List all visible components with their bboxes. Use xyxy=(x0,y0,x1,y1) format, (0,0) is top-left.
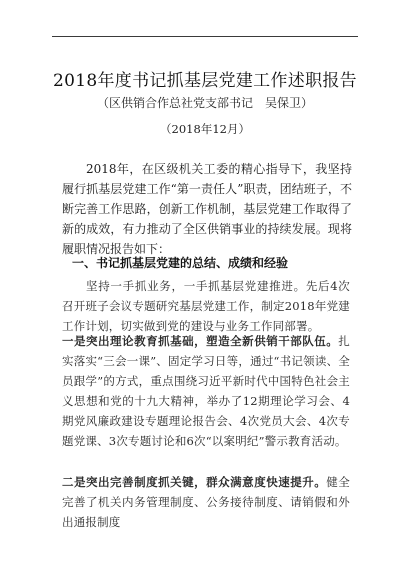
paragraph-3-lead: 二是突出完善制度抓关键，群众满意度快速提升。 xyxy=(62,475,327,489)
section-paragraph-3 xyxy=(62,472,350,532)
section-paragraph-1: 坚持一手抓业务，一手抓基层党建推进。先后4次召开班子会议专题研究基层党建工作，制定2018年党建工作计划，切实做到党的建设与业务工作同部署。 xyxy=(62,279,350,333)
paragraph-2-body: 扎实落实“三会一课”、固定学习日等，通过“书记领读、全员跟学”的方式，重点围绕习近平新时代中国特色社会主义思想和党的十九大精神，举办了12期理论学习会、4期党风廉政建设专题理论报告会、4次党员大会、4次专题党课、3次专题讨论和6次“以案明纪”警示教育活动。 xyxy=(62,334,350,448)
intro-paragraph: 2018年，在区级机关工委的精心指导下，我坚持履行抓基层党建工作“第一责任人”职责，团结班子，不断完善工作思路，创新工作机制，基层党建工作取得了新的成效，有力推动了全区供销事业的持续发展。现将履职情况报告如下： xyxy=(62,162,352,256)
section-paragraph-2 xyxy=(62,331,350,451)
section-heading: 一、书记抓基层党建的总结、成绩和经验 xyxy=(72,256,289,270)
header-rule xyxy=(52,36,358,37)
document-subtitle: （区供销合作总社党支部书记 吴保卫） xyxy=(96,96,313,110)
paragraph-3-body: 健全完善了机关内务管理制度、公务接待制度、请销假和外出通报制度 xyxy=(62,475,350,529)
paragraph-2-lead: 一是突出理论教育抓基础，塑造全新供销干部队伍。 xyxy=(62,334,339,348)
document-date: （2018年12月） xyxy=(160,122,250,136)
document-title: 2018年度书记抓基层党建工作述职报告 xyxy=(53,71,357,91)
